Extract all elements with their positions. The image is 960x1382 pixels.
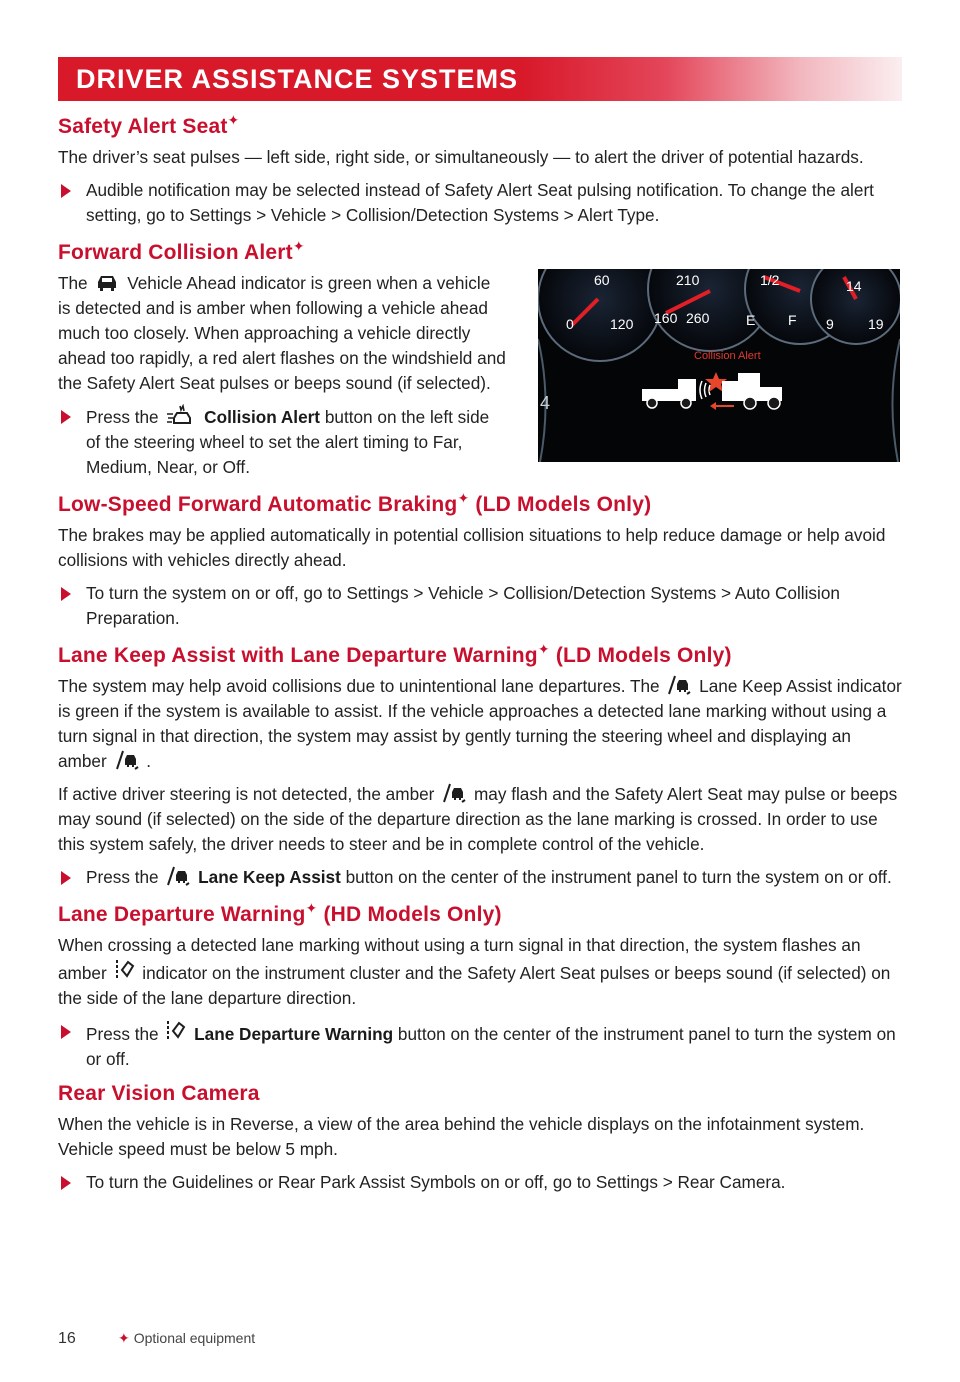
gauge-label: 14 (846, 278, 862, 294)
text: Lane Keep Assist indicator is green if the system is available to assist. If the vehicle approaches a detected lane marking without using a turn signal in that direction, the system may assist by gently turning the steering wheel and displaying an amber (58, 676, 902, 771)
text: . (146, 751, 152, 771)
lane-keep-assist-icon (442, 783, 466, 803)
content (58, 112, 904, 1205)
text: Press the (86, 867, 159, 887)
lane-keep-assist-icon (667, 675, 691, 695)
gauge-label: 120 (610, 316, 634, 332)
bullet-item (58, 1170, 904, 1195)
heading-text: Lane Keep Assist with Lane Departure Warning (58, 644, 538, 667)
gauge-label: 9 (826, 316, 834, 332)
bullet-item (58, 404, 506, 480)
heading-text: Forward Collision Alert (58, 241, 293, 264)
heading-lane-keep-assist (58, 641, 904, 668)
heading-low-speed-braking (58, 490, 904, 517)
section-forward-collision-alert (58, 238, 904, 480)
bullet-item (58, 178, 904, 228)
optional-marker: ✦ (457, 490, 470, 506)
heading-safety-alert-seat (58, 112, 904, 139)
bullet-arrow-icon (61, 871, 71, 885)
gauge-label: 160 (654, 310, 678, 326)
heading-forward-collision-alert (58, 238, 904, 265)
collision-alert-icon (166, 404, 196, 426)
vehicle-ahead-icon (95, 274, 119, 292)
text: indicator on the instrument cluster and the Safety Alert Seat pulses or beeps sound (if selected) on the side of the lane departure direction. (58, 963, 891, 1008)
heading-text: Safety Alert Seat (58, 115, 228, 138)
section-low-speed-braking (58, 490, 904, 631)
heading-suffix: (LD Models Only) (555, 644, 732, 667)
gauge-label: F (788, 312, 797, 328)
footnote-text: Optional equipment (133, 1330, 256, 1346)
bullet-text: To turn the system on or off, go to Settings > Vehicle > Collision/Detection Systems > Auto Collision Preparation. (86, 583, 840, 628)
text: Press the (86, 407, 159, 427)
paragraph: The driver’s seat pulses — left side, right side, or simultaneously — to alert the driver of potential hazards. (58, 147, 864, 167)
paragraph (58, 674, 904, 774)
text: The system may help avoid collisions due to unintentional lane departures. The (58, 676, 660, 696)
heading-rear-vision-camera: Rear Vision Camera (58, 1082, 260, 1105)
heading-text: Low-Speed Forward Automatic Braking (58, 493, 458, 516)
gauge-label: 0 (566, 316, 574, 332)
bullet-arrow-icon (61, 1176, 71, 1190)
gauge-label: E (746, 312, 756, 328)
gauge-label: 1/2 (760, 272, 780, 288)
cluster-illustration (538, 269, 900, 462)
optional-marker: ✦ (118, 1330, 130, 1346)
paragraph: The brakes may be applied automatically in potential collision situations to help reduce damage or help avoid collisions with vehicles directly ahead. (58, 525, 886, 570)
paragraph (58, 782, 904, 857)
heading-lane-departure-warning (58, 900, 904, 927)
paragraph (58, 271, 506, 396)
bullet-arrow-icon (61, 410, 71, 424)
optional-marker: ✦ (537, 641, 550, 657)
text: button on the left side of the steering wheel to set the alert timing to Far, Medium, Near, or Off. (86, 407, 490, 477)
page-number: 16 (58, 1330, 76, 1347)
gauge-label: 260 (686, 310, 710, 326)
paragraph (58, 933, 904, 1011)
optional-marker: ✦ (292, 238, 305, 254)
bullet-arrow-icon (61, 1025, 71, 1039)
text: The (58, 273, 88, 293)
instrument-cluster-photo (538, 269, 900, 462)
gauge-label: 60 (594, 272, 610, 288)
section-rear-vision-camera (58, 1082, 904, 1195)
bullet-arrow-icon (61, 587, 71, 601)
section-safety-alert-seat (58, 112, 904, 228)
bullet-item (58, 581, 904, 631)
gauge-label: 210 (676, 272, 700, 288)
text: When crossing a detected lane marking without using a turn signal in that direction, the system flashes an amber (58, 935, 861, 983)
gauge-label: 19 (868, 316, 884, 332)
gauge-label: 4 (540, 393, 551, 413)
heading-suffix: (HD Models Only) (323, 903, 502, 926)
lane-departure-warning-icon (166, 1019, 186, 1043)
text: button on the center of the instrument panel to turn the system on or off. (345, 867, 892, 887)
section-header-band (58, 57, 902, 101)
paragraph: When the vehicle is in Reverse, a view of the area behind the vehicle displays on the infotainment system. Vehicle speed must be below 5 mph. (58, 1114, 865, 1159)
section-lane-departure-warning (58, 900, 904, 1072)
lane-departure-warning-icon (115, 958, 135, 982)
button-name: Collision Alert (204, 407, 321, 427)
lane-keep-assist-icon (115, 750, 139, 770)
heading-suffix: (LD Models Only) (475, 493, 652, 516)
text: Vehicle Ahead indicator is green when a vehicle is detected and is amber when following a vehicle ahead much too closely. When approaching a vehicle directly ahead too rapidly, a red alert flashes on the windshield and the Safety Alert Seat pulses or beeps sound (if selected). (58, 273, 506, 393)
bullet-item (58, 1019, 904, 1072)
section-lane-keep-assist (58, 641, 904, 890)
bullet-text: To turn the Guidelines or Rear Park Assist Symbols on or off, go to Settings > Rear Camera. (86, 1172, 786, 1192)
footnote (118, 1330, 255, 1347)
text: may flash and the Safety Alert Seat may pulse or beeps may sound (if selected) on the side of the departure direction as the lane marking is crossed. In order to use this system safely, the driver needs to steer and be in complete control of the vehicle. (58, 784, 898, 854)
bullet-text: Audible notification may be selected instead of Safety Alert Seat pulsing notification. To change the alert setting, go to Settings > Vehicle > Collision/Detection Systems > Alert Type. (86, 180, 874, 225)
display-caption: Collision Alert (694, 350, 761, 362)
text: If active driver steering is not detected, the amber (58, 784, 435, 804)
heading-text: Lane Departure Warning (58, 903, 306, 926)
button-name: Lane Departure Warning (194, 1024, 394, 1044)
optional-marker: ✦ (305, 900, 318, 916)
bullet-item (58, 865, 904, 890)
page-section-title: DRIVER ASSISTANCE SYSTEMS (76, 64, 519, 94)
optional-marker: ✦ (227, 112, 240, 128)
text: button on the center of the instrument panel to turn the system on or off. (86, 1024, 896, 1069)
bullet-arrow-icon (61, 184, 71, 198)
button-name: Lane Keep Assist (198, 867, 341, 887)
lane-keep-assist-icon (166, 866, 190, 886)
text: Press the (86, 1024, 159, 1044)
